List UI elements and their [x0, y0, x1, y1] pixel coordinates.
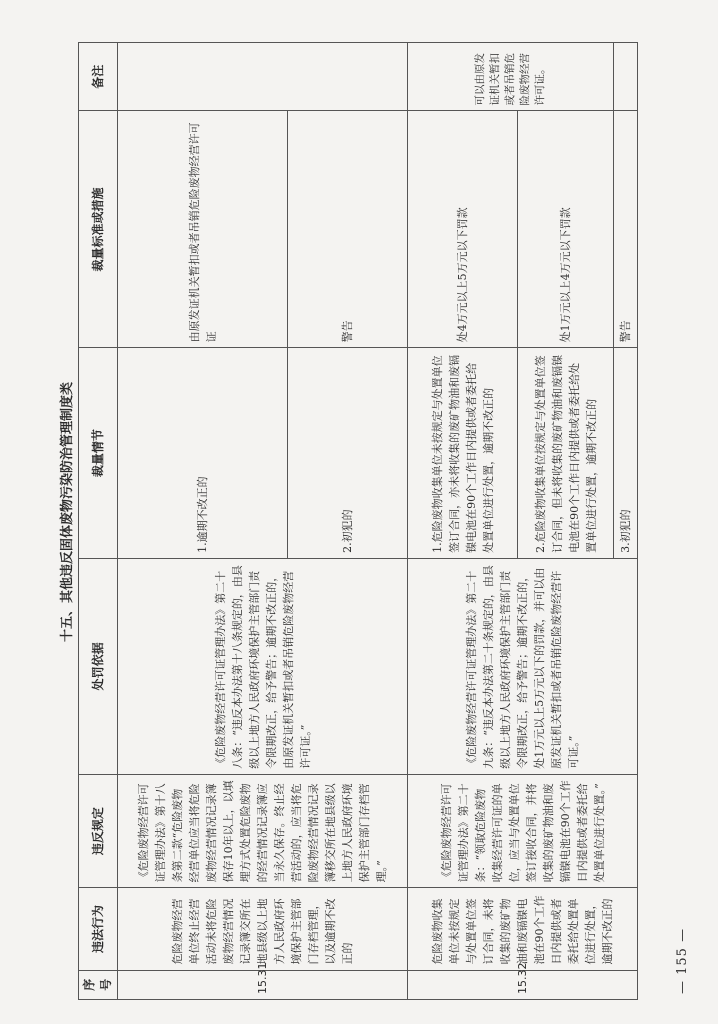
note-cell: 可以由原发证机关暂扣或者吊销危险废物经营许可证。 — [408, 43, 614, 112]
measure-cell: 处1万元以上4万元以下罚款 — [518, 111, 614, 348]
table-row — [408, 43, 518, 1000]
section-title: 十五、其他违反固体废物污染防治管理制度类 — [60, 382, 75, 643]
row-number: 15.31 — [118, 970, 408, 999]
table-row — [118, 43, 288, 1000]
regulation-cell: 《危险废物经营许可证管理办法》第十八条第二款“危险废物经营单位应当将危险废物经营情况记录簿保存10年以上，以填埋方式处置危险废物的经营情况记录簿应当永久保存。终止经营活动的，应当将危险废物经营情况记录簿移交所在地县级以上地方人民政府环境保护主管部门存档管理。” — [118, 774, 408, 888]
measure-cell: 警告 — [288, 111, 408, 348]
measure-cell: 由原发证机关暂扣或者吊销危险废物经营许可证 — [118, 111, 288, 348]
penalty-basis-cell: 《危险废物经营许可证管理办法》第二十八条：“违反本办法第十八条规定的，由县级以上地方人民政府环境保护主管部门责令限期改正，给予警告；逾期不改正的，由原发证机关暂扣或者吊销危险废物经营许可证。” — [118, 558, 408, 774]
header-no: 序号 — [79, 970, 118, 999]
circumstance-cell: 2.危险废物收集单位按规定与处置单位签订合同，但未将收集的废矿物油和废镉镍电池在90个工作日内提供或者委托给处置单位进行处置，逾期不改正的 — [518, 348, 614, 559]
header-regulation: 违反规定 — [79, 774, 118, 888]
regulation-table — [78, 42, 638, 1000]
row-number: 15.32 — [408, 970, 638, 999]
circumstance-cell: 2.初犯的 — [288, 348, 408, 559]
illegal-act-cell: 危险废物经营单位终止经营活动未将危险废物经营情况记录簿交所在地县级以上地方人民政府环境保护主管部门存档管理，以及逾期不改正的 — [118, 888, 408, 970]
measure-cell: 警告 — [614, 111, 638, 348]
header-circumstance: 裁量情节 — [79, 348, 118, 559]
penalty-basis-cell: 《危险废物经营许可证管理办法》第二十九条：“违反本办法第二十条规定的，由县级以上地方人民政府环境保护主管部门责令限期改正，给予警告；逾期不改正的，处1万元以上5万元以下的罚款，并可以由原发证机关暂扣或者吊销危险废物经营许可证。” — [408, 558, 638, 774]
header-basis: 处罚依据 — [79, 558, 118, 774]
circumstance-cell: 1.危险废物收集单位未按规定与处置单位签订合同，亦未将收集的废矿物油和废镉镍电池在90个工作日内提供或者委托给处置单位进行处置，逾期不改正的 — [408, 348, 518, 559]
page-number: — 155 — — [675, 927, 690, 994]
measure-cell: 处4万元以上5万元以下罚款 — [408, 111, 518, 348]
header-note: 备注 — [79, 43, 118, 112]
regulation-cell: 《危险废物经营许可证管理办法》第二十条：“领取危险废物收集经营许可证的单位，应当与处置单位签订接收合同，并将收集的废矿物油和废镉镍电池在90个工作日内提供或者委托给处置单位进行处置。” — [408, 774, 638, 888]
header-act: 违法行为 — [79, 888, 118, 970]
note-cell-empty — [614, 43, 638, 112]
header-measure: 裁量标准或措施 — [79, 111, 118, 348]
illegal-act-cell: 危险废物收集单位未按规定与处置单位签订合同，未将收集的废矿物油和废镉镍电池在90个工作日内提供或者委托给处置单位进行处置，逾期不改正的 — [408, 888, 638, 970]
note-cell — [118, 43, 408, 112]
circumstance-cell: 3.初犯的 — [614, 348, 638, 559]
circumstance-cell: 1.逾期不改正的 — [118, 348, 288, 559]
table-header-row — [79, 43, 118, 1000]
